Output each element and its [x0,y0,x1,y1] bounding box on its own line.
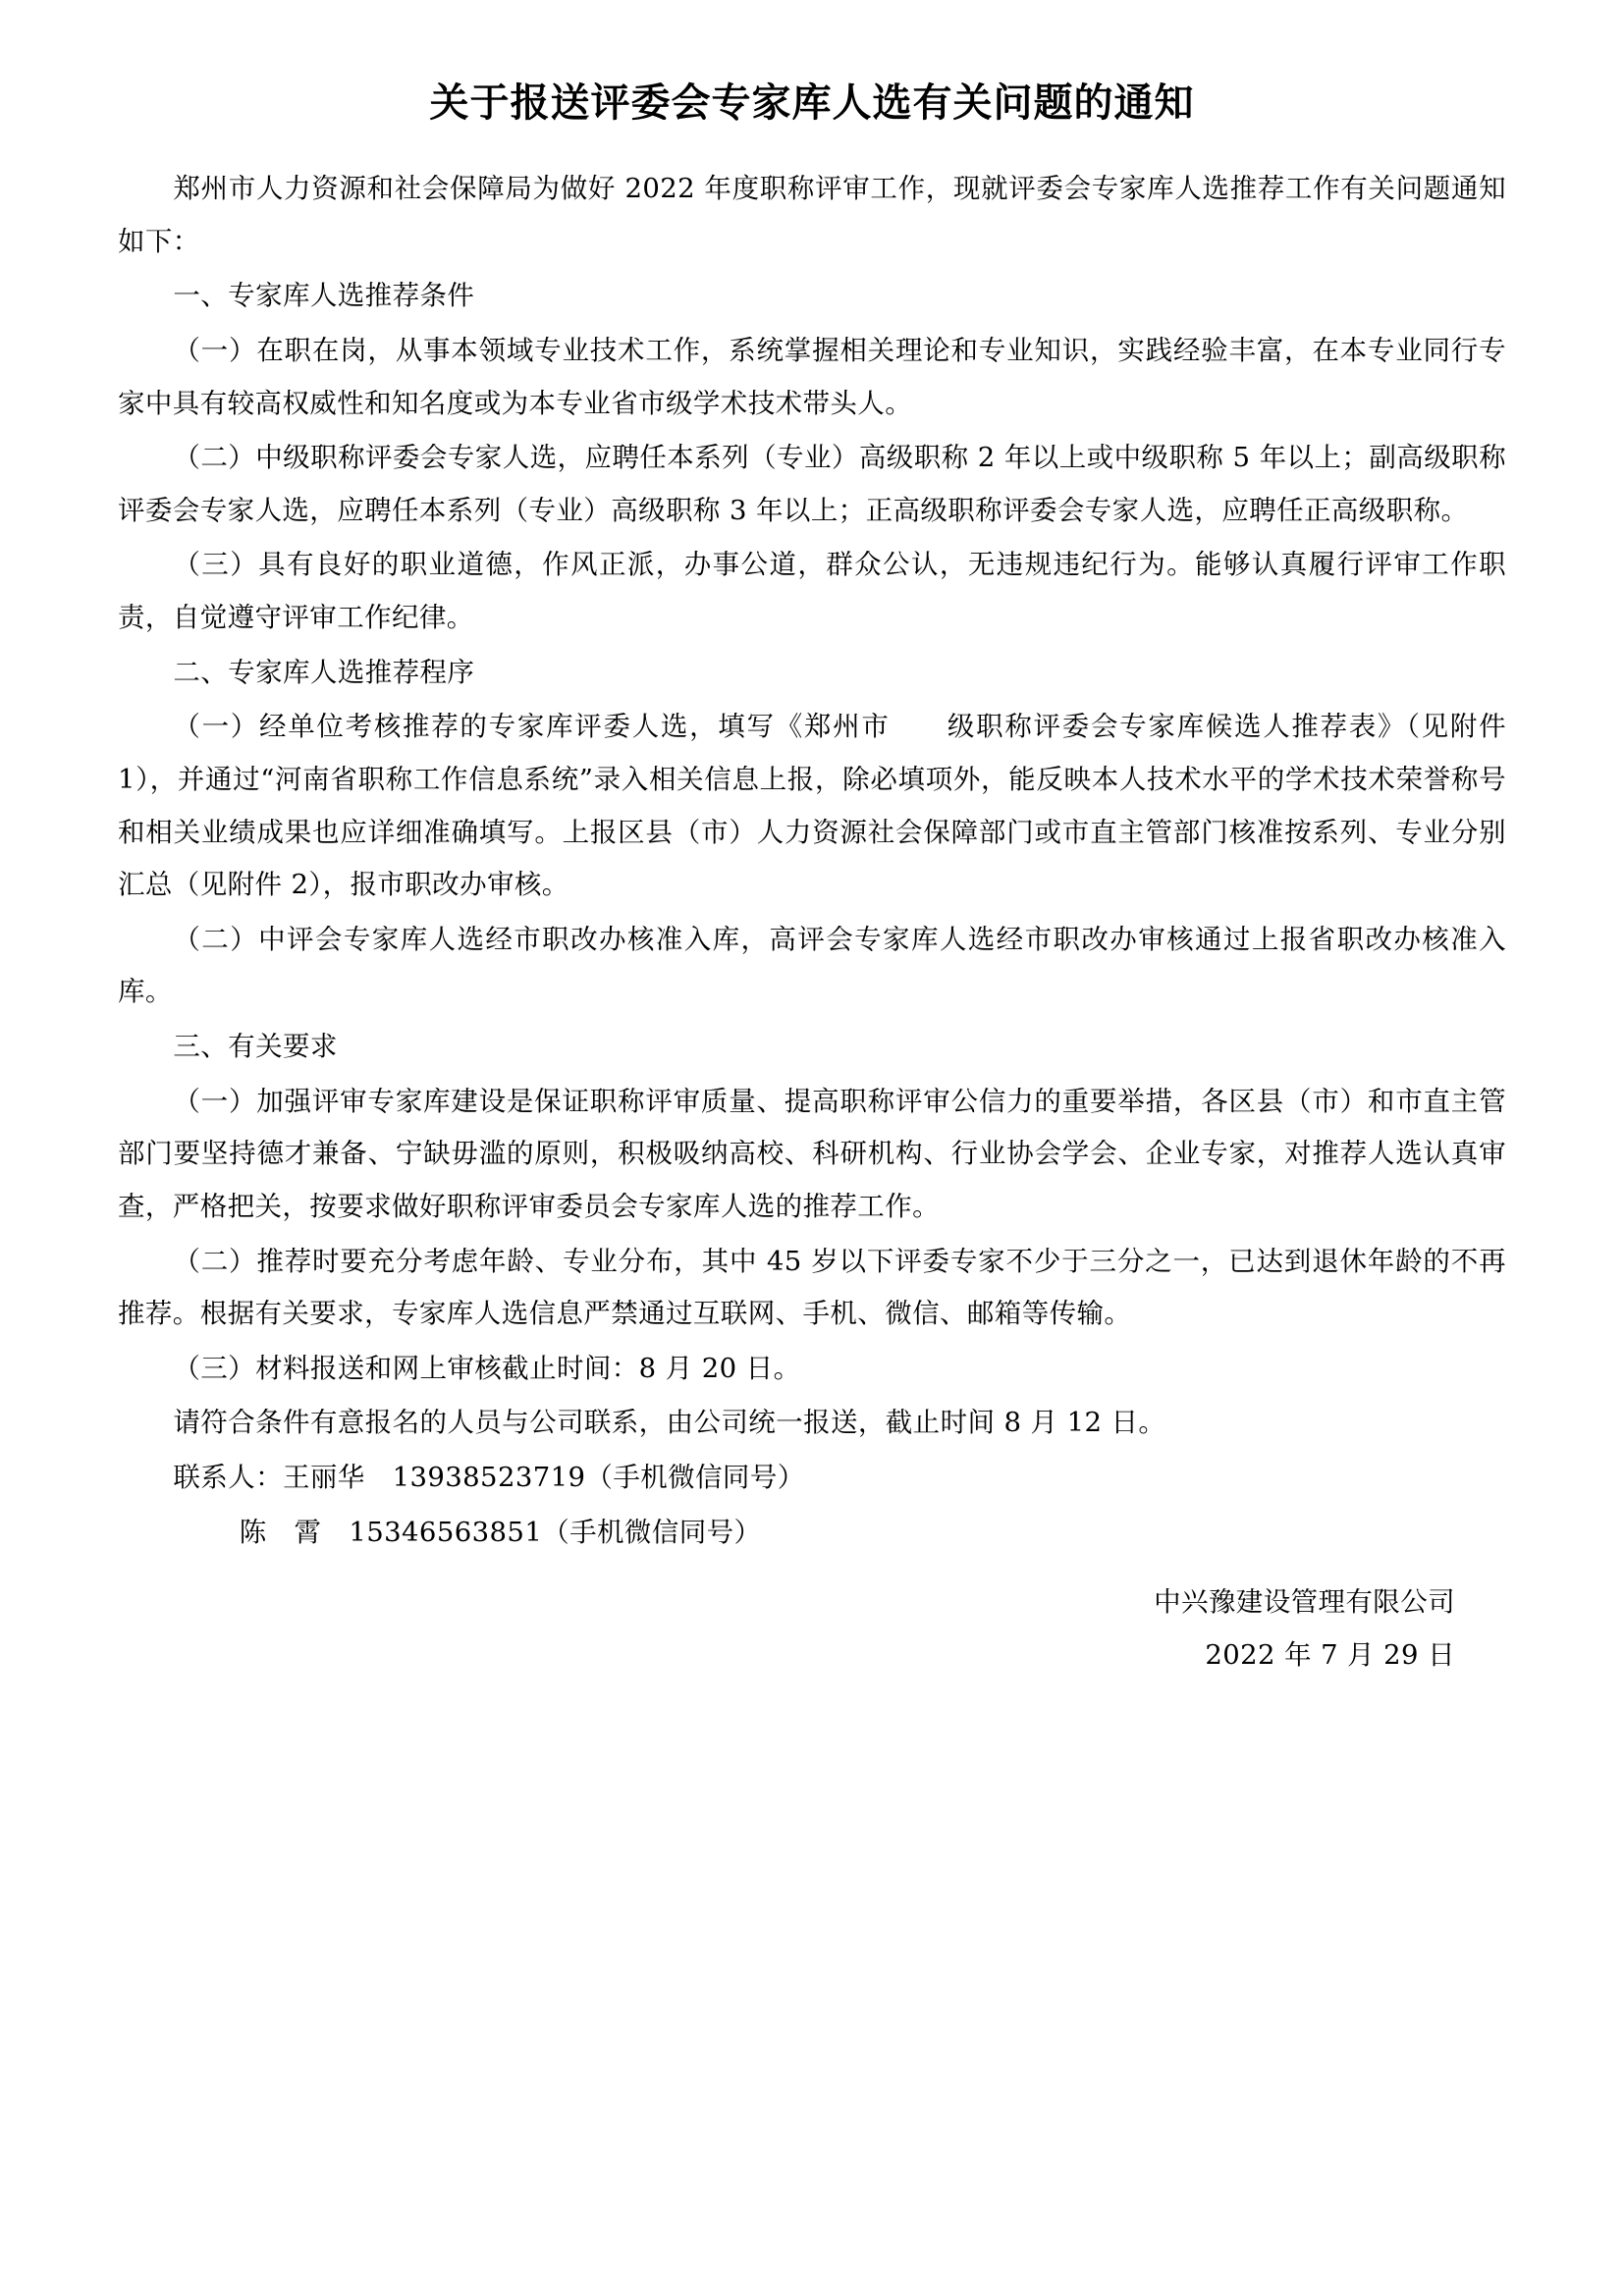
section-heading-two: 二、专家库人选推荐程序 [173,656,475,688]
paragraph-3-1: （一）加强评审专家库建设是保证职称评审质量、提高职称评审公信力的重要举措，各区县（市）和市直主管部门要坚持德才兼备、宁缺毋滥的原则，积极吸纳高校、科研机构、行业协会学会、企业专家，对推荐人选认真审查，严格把关，按要求做好职称评审委员会专家库人选的推荐工作。 [118,1085,1506,1222]
contact-line-1: 联系人：王丽华 13938523719（手机微信同号） [173,1462,805,1493]
paragraph-company-note: 请符合条件有意报名的人员与公司联系，由公司统一报送，截止时间 8 月 12 日。 [173,1407,1166,1439]
paragraph-2-2: （二）中评会专家库人选经市职改办核准入库，高评会专家库人选经市职改办审核通过上报省职改办核准入库。 [118,923,1506,1008]
contact-line-2: 陈 霄 15346563851（手机微信同号） [239,1516,762,1548]
page-title: 关于报送评委会专家库人选有关问题的通知 [429,80,1195,126]
paragraph-2-1: （一）经单位考核推荐的专家库评委人选，填写《郑州市 级职称评委会专家库候选人推荐表》（见附件 1），并通过“河南省职称工作信息系统”录入相关信息上报，除必填项外，能反映本人技术水平的学术技术荣誉称号和相关业绩成果也应详细准确填写。上报区县（市）人力资源社会保障部门或市直主管部门核准按系列、专业分别汇总（见附件 2），报市职改办审核。 [118,711,1506,901]
signature-block [118,1576,1506,1682]
section-heading-one: 一、专家库人选推荐条件 [173,280,475,312]
signature-date: 2022 年 7 月 29 日 [1205,1638,1455,1671]
section-heading-three: 三、有关要求 [173,1031,338,1062]
paragraph-1-2: （二）中级职称评委会专家人选，应聘任本系列（专业）高级职称 2 年以上或中级职称 5 年以上；副高级职称评委会专家人选，应聘任本系列（专业）高级职称 3 年以上；正高级职称评委会专家人选，应聘任正高级职称。 [118,442,1506,526]
paragraph-1-3: （三）具有良好的职业道德，作风正派，办事公道，群众公认，无违规违纪行为。能够认真履行评审工作职责，自觉遵守评审工作纪律。 [118,549,1506,633]
paragraph-3-2: （二）推荐时要充分考虑年龄、专业分布，其中 45 岁以下评委专家不少于三分之一，已达到退休年龄的不再推荐。根据有关要求，专家库人选信息严禁通过互联网、手机、微信、邮箱等传输。 [118,1245,1506,1330]
paragraph-3-3: （三）材料报送和网上审核截止时间：8 月 20 日。 [173,1352,801,1384]
signature-organization: 中兴豫建设管理有限公司 [1154,1586,1455,1619]
paragraph-intro: 郑州市人力资源和社会保障局为做好 2022 年度职称评审工作，现就评委会专家库人选推荐工作有关问题通知如下： [118,173,1506,257]
paragraph-1-1: （一）在职在岗，从事本领域专业技术工作，系统掌握相关理论和专业知识，实践经验丰富，在本专业同行专家中具有较高权威性和知名度或为本专业省市级学术技术带头人。 [118,334,1506,419]
